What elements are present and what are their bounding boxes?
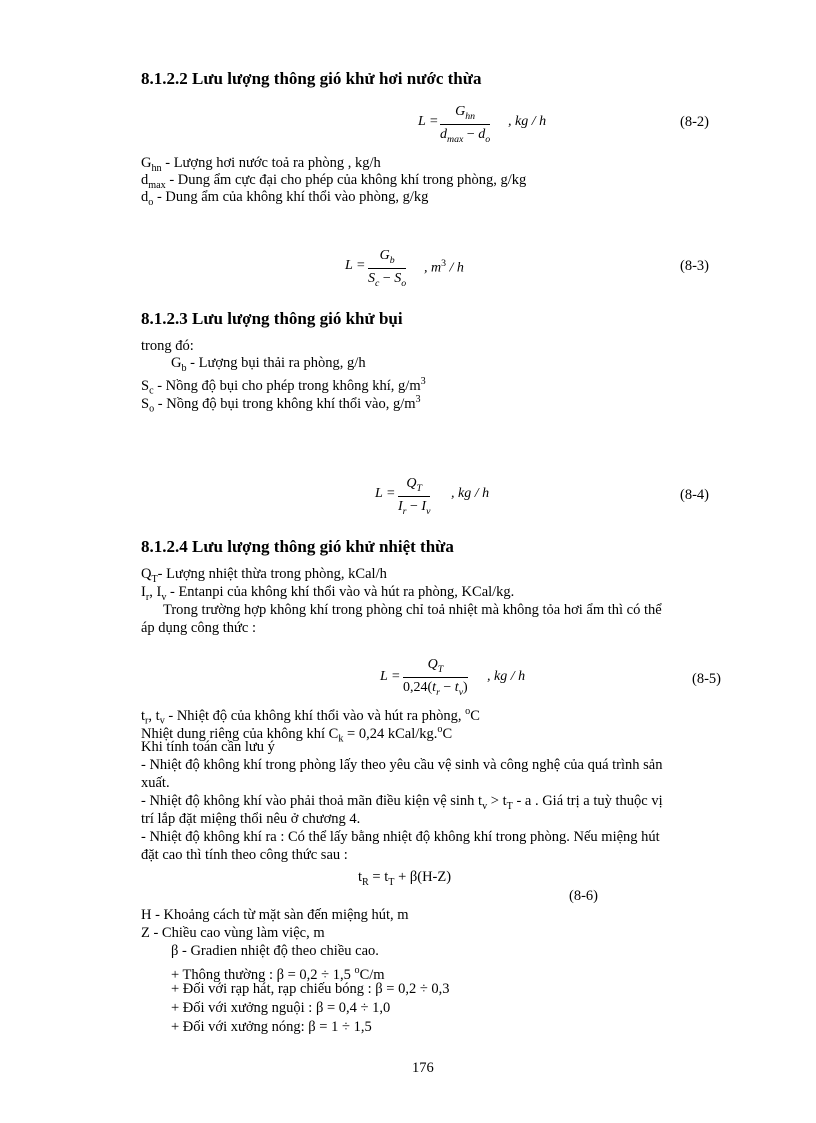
equation-8-3-lhs: L = bbox=[345, 258, 366, 273]
bullet-2-line-2: trí lắp đặt miệng thổi nêu ở chương 4. bbox=[141, 811, 361, 827]
beta-case-normal: + Thông thường : β = 0,2 ÷ 1,5 $^o$C/m bbox=[171, 965, 385, 983]
heading-8-1-2-2: 8.1.2.2 Lưu lượng thông gió khử hơi nước thừa bbox=[141, 69, 482, 88]
equation-8-2-unit: , kg / h bbox=[508, 114, 547, 129]
equation-8-5-number: (8-5) bbox=[692, 671, 721, 687]
definition-ghn: $G_{hn}$ - Lượng hơi nước toả ra phòng , kg/h bbox=[141, 155, 381, 174]
equation-8-4-numerator: $Q_T$ bbox=[398, 476, 430, 497]
definition-so: $S_o$ - Nồng độ bụi trong không khí thổi vào, $g/m^3$ bbox=[141, 394, 421, 415]
bullet-3-line-2: đặt cao thì tính theo công thức sau : bbox=[141, 847, 348, 863]
equation-8-2-numerator: $G_{hn}$ bbox=[440, 104, 490, 125]
definition-ir-iv: $I_r$, $I_v$ - Entanpi của không khí thổi vào và hút ra phòng, KCal/kg. bbox=[141, 584, 515, 603]
paragraph-line-1: Trong trường hợp không khí trong phòng chỉ toả nhiệt mà không tỏa hơi ẩm thì có thể bbox=[163, 602, 662, 618]
beta-case-hot-workshop: + Đối với xưởng nóng: β = 1 ÷ 1,5 bbox=[171, 1019, 372, 1035]
equation-8-4-unit: , kg / h bbox=[451, 486, 490, 501]
page-number: 176 bbox=[412, 1060, 434, 1076]
paragraph-line-2: áp dụng công thức : bbox=[141, 620, 256, 636]
equation-8-4-lhs: L = bbox=[375, 486, 396, 501]
note-intro: Khi tính toán cần lưu ý bbox=[141, 739, 275, 755]
definition-tr-tv: $t_r$, $t_v$ - Nhiệt độ của không khí thổi vào và hút ra phòng, $^o$C bbox=[141, 706, 480, 727]
definition-dmax: $d_{max}$ - Dung ẩm cực đại cho phép của không khí trong phòng, g/kg bbox=[141, 172, 527, 191]
equation-8-6: $t_R = t_T + \beta(H-Z)$ bbox=[358, 869, 452, 888]
heading-8-1-2-4: 8.1.2.4 Lưu lượng thông gió khử nhiệt thừa bbox=[141, 537, 454, 556]
equation-8-5-unit: , kg / h bbox=[487, 669, 526, 684]
definition-do: $d_o$ - Dung ẩm của không khí thổi vào phòng, g/kg bbox=[141, 189, 429, 208]
definition-beta: β - Gradien nhiệt độ theo chiều cao. bbox=[171, 943, 379, 959]
definition-qt: $Q_T-$ Lượng nhiệt thừa trong phòng, kCal/h bbox=[141, 566, 387, 585]
beta-case-cold-workshop: + Đối với xưởng nguội : β = 0,4 ÷ 1,0 bbox=[171, 1000, 391, 1016]
equation-8-6-number: (8-6) bbox=[569, 888, 598, 904]
definition-gb: $G_b$ - Lượng bụi thải ra phòng, g/h bbox=[171, 355, 366, 374]
equation-8-5-lhs: L = bbox=[380, 669, 401, 684]
beta-case-theater: + Đối với rạp hát, rạp chiếu bóng : β = 0,2 ÷ 0,3 bbox=[171, 981, 450, 997]
equation-8-4-denominator: $I_r - I_v$ bbox=[398, 498, 431, 517]
intro-trong-do: trong đó: bbox=[141, 338, 194, 354]
equation-8-5-denominator: $0,24(t_r - t_v)$ bbox=[403, 679, 468, 698]
equation-8-3-numerator: $G_b$ bbox=[368, 248, 406, 269]
equation-8-3-unit: , $m^3$ / h bbox=[424, 258, 464, 276]
equation-8-3-number: (8-3) bbox=[680, 258, 709, 274]
equation-8-4-fraction bbox=[398, 476, 430, 517]
definition-h: H - Khoảng cách từ mặt sàn đến miệng hút, m bbox=[141, 907, 409, 923]
bullet-1-line-1: - Nhiệt độ không khí trong phòng lấy theo yêu cầu vệ sinh và công nghệ của quá trình sản bbox=[141, 757, 663, 773]
bullet-3-line-1: - Nhiệt độ không khí ra : Có thể lấy bằng nhiệt độ không khí trong phòng. Nếu miệng hút bbox=[141, 829, 660, 845]
equation-8-3-denominator: $S_c - S_o$ bbox=[368, 270, 407, 289]
equation-8-2-denominator: $d_{max} - d_o$ bbox=[440, 126, 491, 145]
equation-8-2-number: (8-2) bbox=[680, 114, 709, 130]
equation-8-2-fraction bbox=[440, 104, 490, 145]
equation-8-3-fraction bbox=[368, 248, 406, 289]
equation-8-5-numerator: $Q_T$ bbox=[403, 657, 468, 678]
equation-8-5-fraction bbox=[403, 657, 468, 698]
bullet-1-line-2: xuất. bbox=[141, 775, 170, 791]
definition-z: Z - Chiều cao vùng làm việc, m bbox=[141, 925, 325, 941]
equation-8-4-number: (8-4) bbox=[680, 487, 709, 503]
heading-8-1-2-3: 8.1.2.3 Lưu lượng thông gió khử bụi bbox=[141, 309, 403, 328]
definition-sc: $S_c$ - Nồng độ bụi cho phép trong không khí, $g/m^3$ bbox=[141, 376, 426, 397]
equation-8-2-lhs: L = bbox=[418, 114, 439, 129]
definition-ck: Nhiệt dung riêng của không khí $C_k = 0,24$ kCal/kg.$^o$C bbox=[141, 724, 453, 745]
bullet-2-line-1: - Nhiệt độ không khí vào phải thoả mãn điều kiện vệ $\sinh t_v > t_T - a$ . Giá trị a tuỳ thuộc vị bbox=[141, 793, 663, 812]
